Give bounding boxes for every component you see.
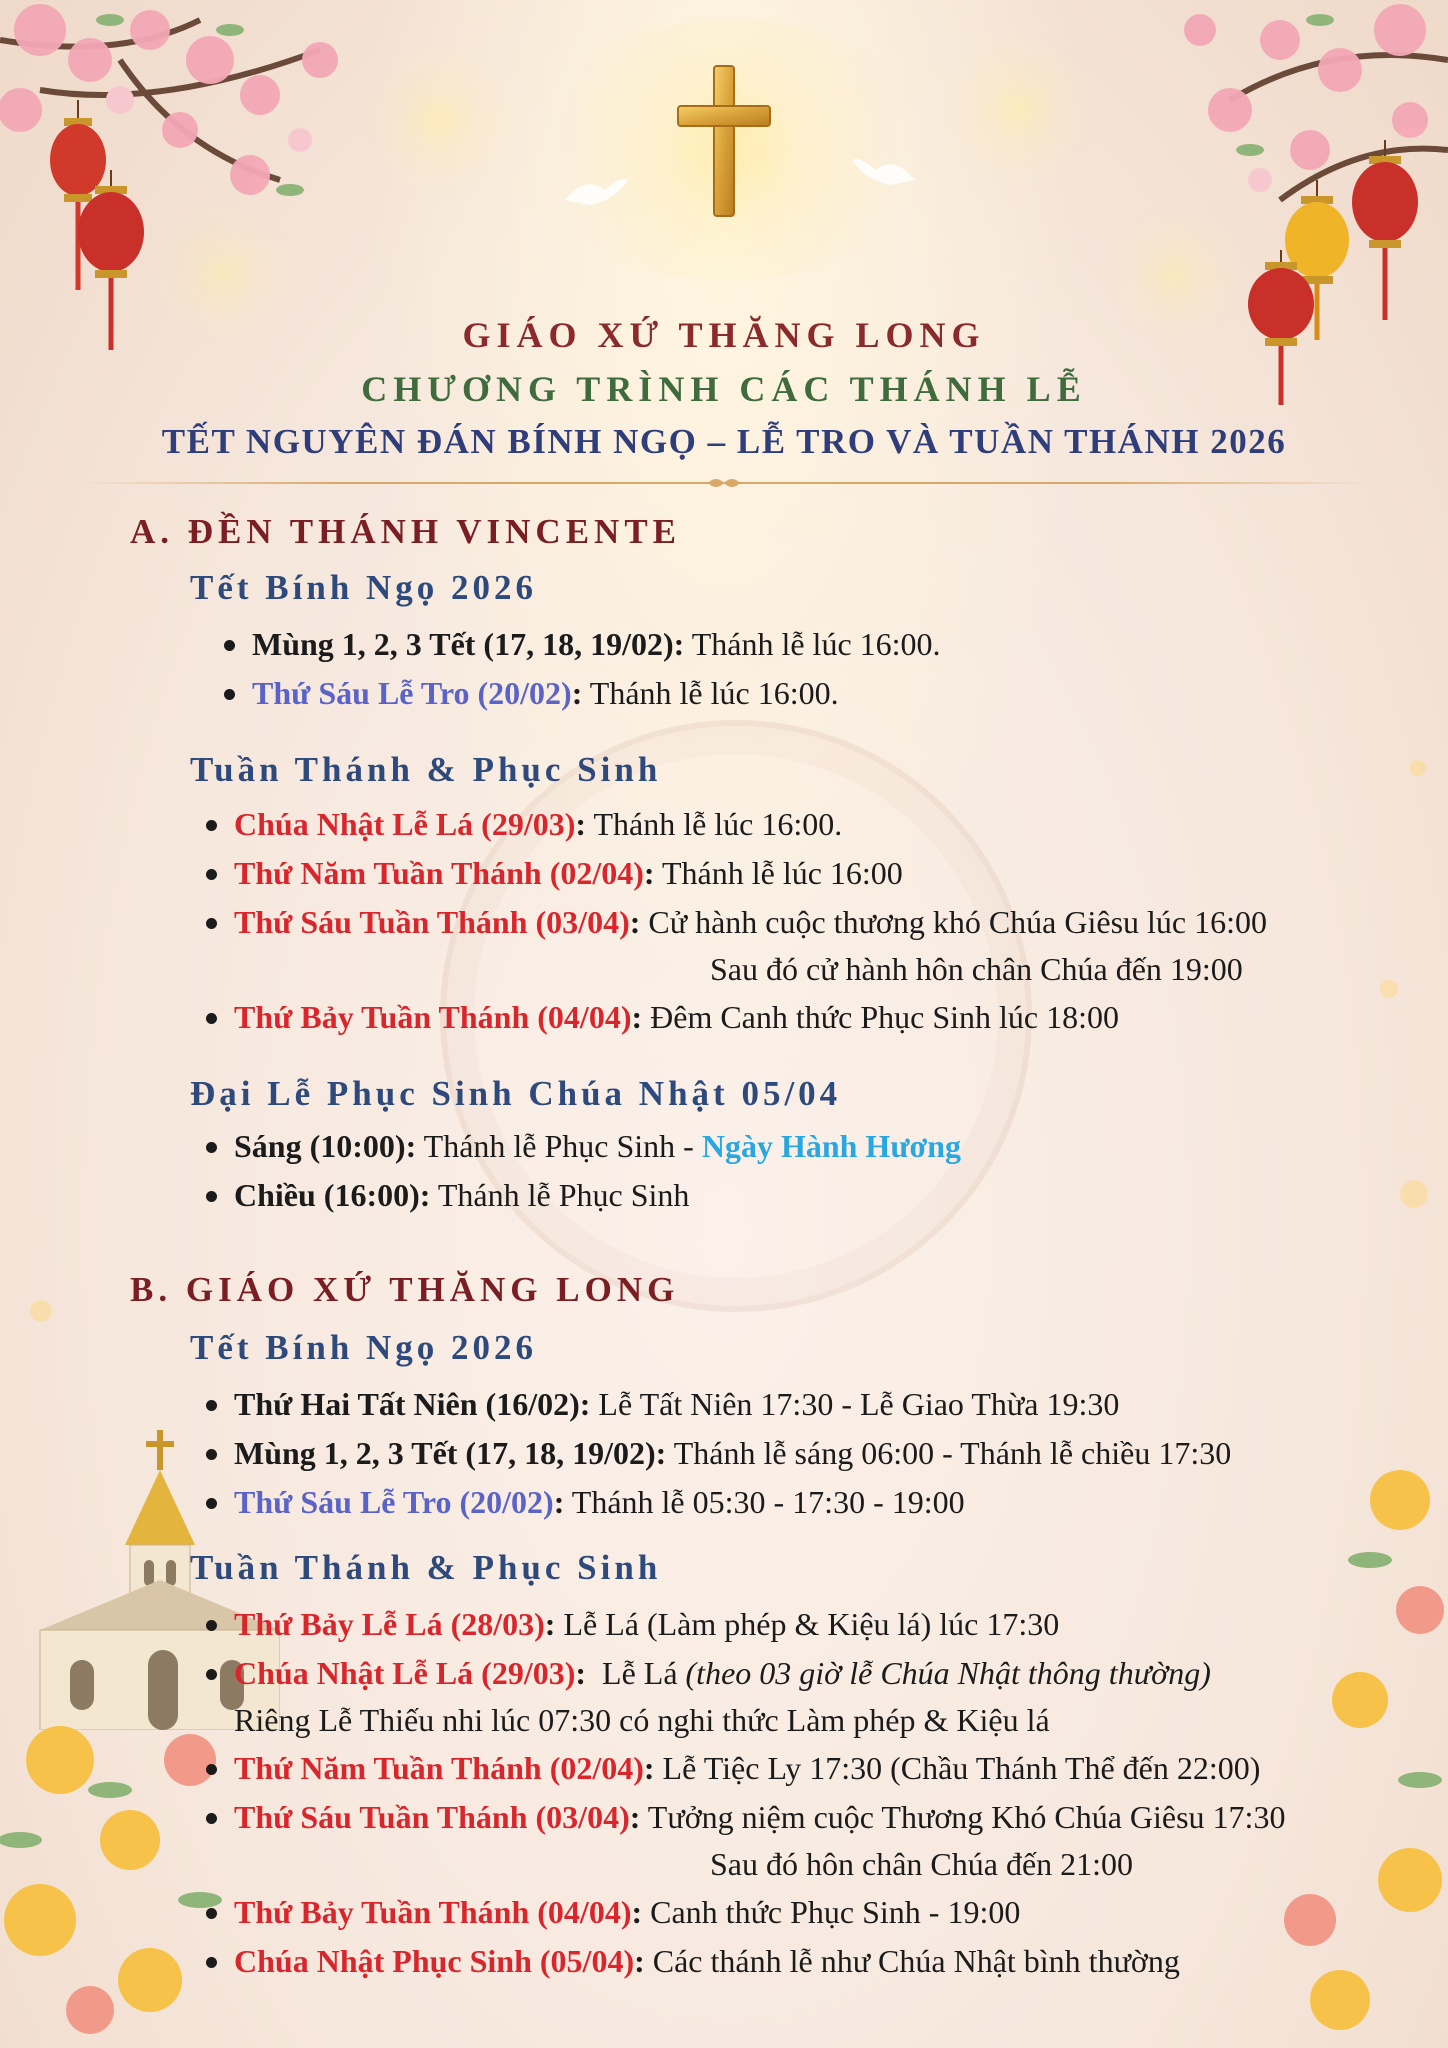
firework-icon — [940, 30, 1100, 190]
list-item: Thứ Năm Tuần Thánh (02/04): Thánh lễ lúc 16:00 — [234, 849, 1267, 898]
list-item: Thứ Sáu Lễ Tro (20/02): Thánh lễ 05:30 - 17:30 - 19:00 — [234, 1478, 1231, 1527]
list-item: Thứ Hai Tất Niên (16/02): Lễ Tất Niên 17:30 - Lễ Giao Thừa 19:30 — [234, 1380, 1231, 1429]
bullet-icon — [206, 1142, 217, 1153]
bullet-icon — [206, 1764, 217, 1775]
list-item: Mùng 1, 2, 3 Tết (17, 18, 19/02): Thánh lễ lúc 16:00. — [252, 620, 941, 669]
bullet-icon — [206, 918, 217, 929]
bullet-icon — [206, 1498, 217, 1509]
sparkle — [1380, 980, 1398, 998]
bullet-icon — [206, 1191, 217, 1202]
section-b-holy-week-list — [234, 1600, 1285, 1986]
section-a-title: A. ĐỀN THÁNH VINCENTE — [130, 512, 682, 551]
section-b-tet-list — [234, 1380, 1231, 1527]
bullet-icon — [224, 689, 235, 700]
list-item: Chúa Nhật Phục Sinh (05/04): Các thánh lễ như Chúa Nhật bình thường — [234, 1937, 1285, 1986]
header-parish-name: GIÁO XỨ THĂNG LONG — [462, 315, 986, 355]
list-item: Thứ Bảy Tuần Thánh (04/04): Đêm Canh thức Phục Sinh lúc 18:00 — [234, 993, 1267, 1042]
list-item: Thứ Sáu Tuần Thánh (03/04): Tưởng niệm cuộc Thương Khó Chúa Giêsu 17:30 Sau đó hôn chân Chúa đến 21:00 — [234, 1793, 1285, 1888]
list-item: Sáng (10:00): Thánh lễ Phục Sinh - Ngày Hành Hương — [234, 1122, 961, 1171]
section-b-tet-title: Tết Bính Ngọ 2026 — [190, 1328, 538, 1367]
bullet-icon — [206, 1813, 217, 1824]
list-item: Chúa Nhật Lễ Lá (29/03): Thánh lễ lúc 16:00. — [234, 800, 1267, 849]
sparkle — [1410, 760, 1426, 776]
sparkle — [30, 1300, 52, 1322]
sparkle — [1400, 1180, 1428, 1208]
bullet-icon — [206, 1400, 217, 1411]
blossom-icon — [0, 1700, 260, 2048]
list-item: Thứ Bảy Lễ Lá (28/03): Lễ Lá (Làm phép & Kiệu lá) lúc 17:30 — [234, 1600, 1285, 1649]
header-program-title: CHƯƠNG TRÌNH CÁC THÁNH LỄ — [361, 369, 1087, 409]
bullet-icon — [206, 820, 217, 831]
pilgrimage-highlight: Ngày Hành Hương — [701, 1128, 962, 1164]
list-item: Thứ Sáu Tuần Thánh (03/04): Cử hành cuộc thương khó Chúa Giêsu lúc 16:00 Sau đó cử hành hôn chân Chúa đến 19:00 — [234, 898, 1267, 993]
section-a-holy-week-list — [234, 800, 1267, 1042]
firework-icon — [360, 40, 520, 200]
list-item: Mùng 1, 2, 3 Tết (17, 18, 19/02): Thánh lễ sáng 06:00 - Thánh lễ chiều 17:30 — [234, 1429, 1231, 1478]
list-item: Thứ Bảy Tuần Thánh (04/04): Canh thức Phục Sinh - 19:00 — [234, 1888, 1285, 1937]
section-a-easter-title: Đại Lễ Phục Sinh Chúa Nhật 05/04 — [190, 1074, 842, 1113]
section-a-holy-week-title: Tuần Thánh & Phục Sinh — [190, 750, 662, 789]
list-item: Chúa Nhật Lễ Lá (29/03): Lễ Lá (theo 03 giờ lễ Chúa Nhật thông thường) Riêng Lễ Thiếu nhi lúc 07:30 có nghi thức Làm phép & Kiệu lá — [234, 1649, 1285, 1744]
bullet-icon — [206, 1013, 217, 1024]
bullet-icon — [206, 1620, 217, 1631]
bullet-icon — [206, 1957, 217, 1968]
divider-ornament-icon — [708, 475, 740, 491]
section-a-tet-title: Tết Bính Ngọ 2026 — [190, 568, 538, 607]
section-a-tet-list — [252, 620, 941, 718]
section-a-easter-list — [234, 1122, 961, 1220]
header-occasion-title: TẾT NGUYÊN ĐÁN BÍNH NGỌ – LỄ TRO VÀ TUẦN THÁNH 2026 — [161, 422, 1287, 461]
bullet-icon — [206, 1908, 217, 1919]
bullet-icon — [206, 869, 217, 880]
lantern-icon — [1350, 140, 1420, 330]
section-b-holy-week-title: Tuần Thánh & Phục Sinh — [190, 1548, 662, 1587]
section-b-title: B. GIÁO XỨ THĂNG LONG — [130, 1270, 680, 1309]
bullet-icon — [206, 1669, 217, 1680]
cross-icon — [664, 62, 784, 222]
list-item: Thứ Sáu Lễ Tro (20/02): Thánh lễ lúc 16:00. — [252, 669, 941, 718]
bullet-icon — [206, 1449, 217, 1460]
list-item: Chiều (16:00): Thánh lễ Phục Sinh — [234, 1171, 961, 1220]
bullet-icon — [224, 640, 235, 651]
list-item: Thứ Năm Tuần Thánh (02/04): Lễ Tiệc Ly 17:30 (Chầu Thánh Thể đến 22:00) — [234, 1744, 1285, 1793]
